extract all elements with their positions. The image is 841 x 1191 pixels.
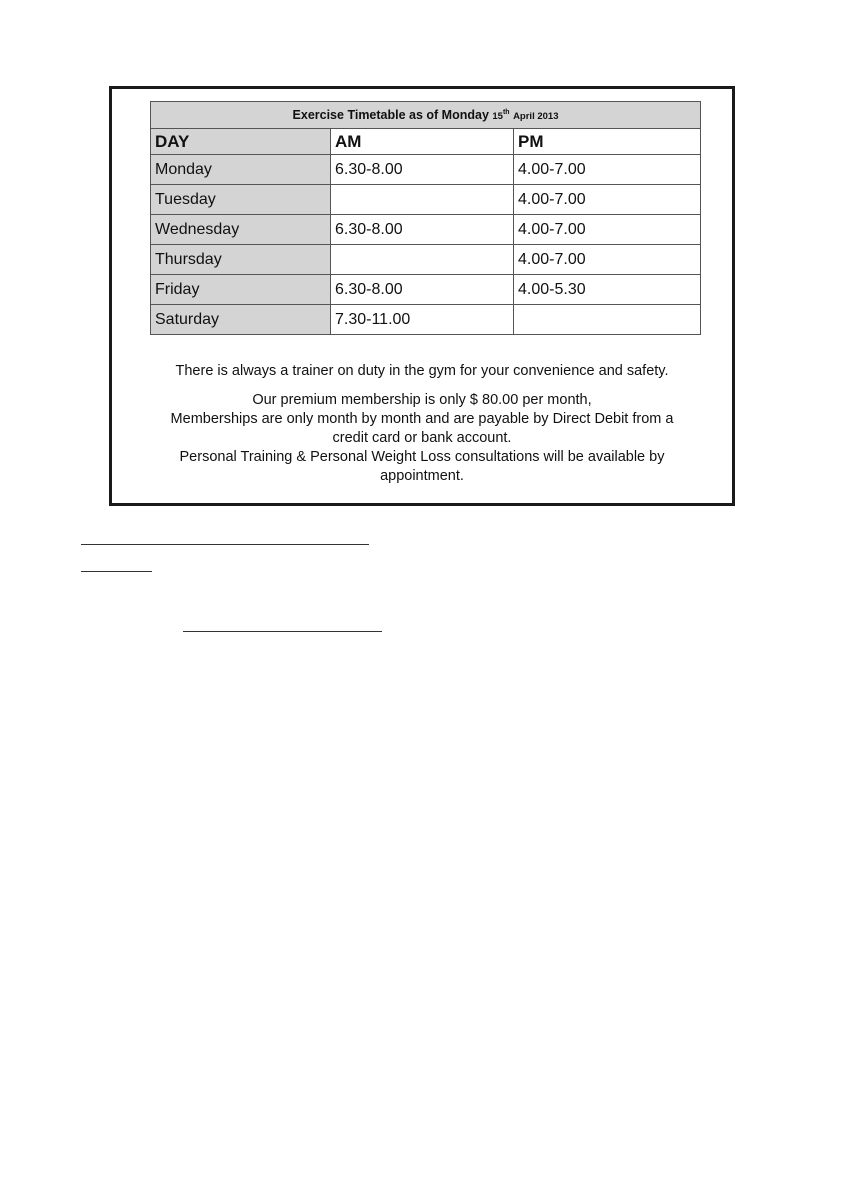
pm-cell [514, 305, 701, 335]
exercise-timetable [150, 101, 701, 335]
header-day: DAY [151, 129, 331, 155]
table-row [151, 245, 701, 275]
header-pm: PM [514, 129, 701, 155]
title-main: Exercise Timetable as of Monday [292, 108, 489, 122]
table-row [151, 215, 701, 245]
am-cell: 6.30-8.00 [331, 215, 514, 245]
consultations-line-1: Personal Training & Personal Weight Loss consultations will be available by [179, 449, 665, 465]
am-cell [331, 245, 514, 275]
membership-price-note: Our premium membership is only $ 80.00 per month, [252, 392, 592, 408]
table-row [151, 185, 701, 215]
pm-cell: 4.00-7.00 [514, 185, 701, 215]
day-cell: Saturday [151, 305, 331, 335]
title-month-year: April 2013 [513, 111, 559, 122]
title-day: 15 [492, 111, 503, 122]
day-cell: Wednesday [151, 215, 331, 245]
am-cell: 6.30-8.00 [331, 155, 514, 185]
pm-cell: 4.00-5.30 [514, 275, 701, 305]
timetable-notes [122, 362, 722, 486]
timetable-figure [109, 86, 735, 506]
am-cell: 6.30-8.00 [331, 275, 514, 305]
header-row [151, 129, 701, 155]
trainer-note: There is always a trainer on duty in the gym for your convenience and safety. [175, 363, 669, 379]
table-row [151, 155, 701, 185]
am-cell [331, 185, 514, 215]
day-cell: Friday [151, 275, 331, 305]
title-row [151, 102, 701, 129]
am-cell: 7.30-11.00 [331, 305, 514, 335]
membership-terms-line-1: Memberships are only month by month and are payable by Direct Debit from a [170, 411, 674, 427]
blank-answer-line-1 [81, 544, 369, 545]
blank-answer-line-2 [81, 571, 152, 572]
consultations-line-2: appointment. [380, 468, 464, 484]
table-row [151, 275, 701, 305]
day-cell: Thursday [151, 245, 331, 275]
table-row [151, 305, 701, 335]
title-suffix: th [502, 108, 510, 116]
header-am: AM [331, 129, 514, 155]
day-cell: Monday [151, 155, 331, 185]
membership-terms-line-2: credit card or bank account. [332, 430, 512, 446]
timetable-title [151, 102, 701, 129]
pm-cell: 4.00-7.00 [514, 245, 701, 275]
day-cell: Tuesday [151, 185, 331, 215]
pm-cell: 4.00-7.00 [514, 155, 701, 185]
pm-cell: 4.00-7.00 [514, 215, 701, 245]
blank-answer-line-3 [183, 631, 382, 632]
